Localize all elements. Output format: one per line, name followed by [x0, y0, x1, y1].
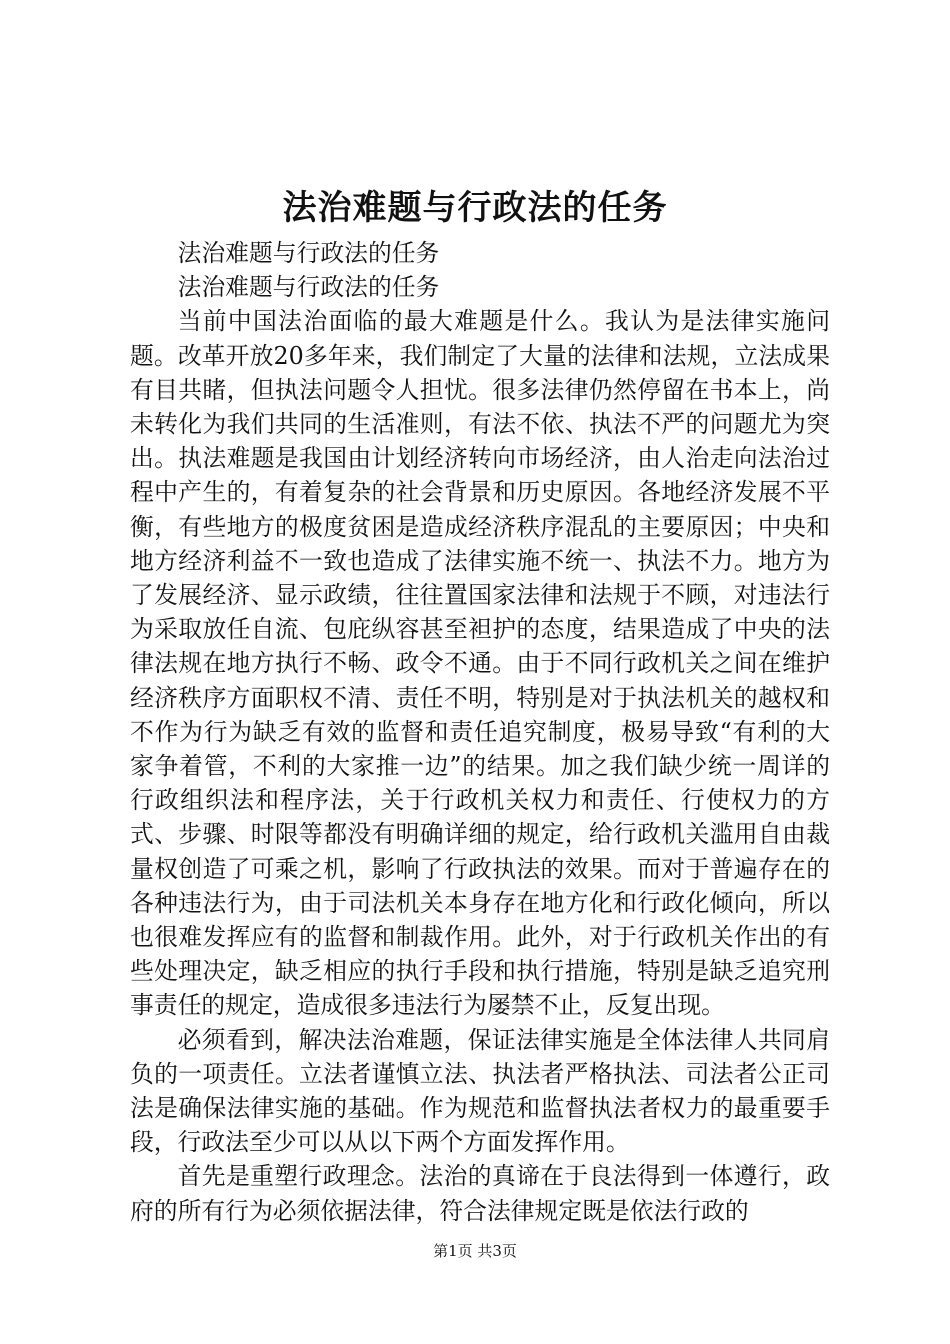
- body-paragraph: 首先是重塑行政理念。法治的真谛在于良法得到一体遵行，政府的所有行为必须依据法律，符合法律规定既是依法行政的: [130, 1162, 830, 1225]
- subtitle-line: 法治难题与行政法的任务: [177, 273, 440, 302]
- page-footer: 第1页 共3页: [433, 1242, 517, 1260]
- body-paragraph: 当前中国法治面临的最大难题是什么。我认为是法律实施问题。改革开放20多年来，我们制定了大量的法律和法规，立法成果有目共睹，但执法问题令人担忧。很多法律仍然停留在书本上，尚未转化为我们共同的生活准则，有法不依、执法不严的问题尤为突出。执法难题是我国由计划经济转向市场经济，由人治走向法治过程中产生的，有着复杂的社会背景和历史原因。各地经济发展不平衡，有些地方的极度贫困是造成经济秩序混乱的主要原因；中央和地方经济利益不一致也造成了法律实施不统一、执法不力。地方为了发展经济、显示政绩，往往置国家法律和法规于不顾，对违法行为采取放任自流、包庇纵容甚至袒护的态度，结果造成了中央的法律法规在地方执行不畅、政令不通。由于不同行政机关之间在维护经济秩序方面职权不清、责任不明，特别是对于执法机关的越权和不作为行为缺乏有效的监督和责任追究制度，极易导致“有利的大家争着管，不利的大家推一边”的结果。加之我们缺少统一周详的行政组织法和程序法，关于行政机关权力和责任、行使权力的方式、步骤、时限等都没有明确详细的规定，给行政机关滥用自由裁量权创造了可乘之机，影响了行政执法的效果。而对于普遍存在的各种违法行为，由于司法机关本身存在地方化和行政化倾向，所以也很难发挥应有的监督和制裁作用。此外，对于行政机关作出的有些处理决定，缺乏相应的执行手段和执行措施，特别是缺乏追究刑事责任的规定，造成很多违法行为屡禁不止，反复出现。: [130, 307, 830, 1020]
- subtitle-line: 法治难题与行政法的任务: [177, 239, 440, 267]
- document-body: [130, 236, 830, 1228]
- body-paragraph: 必须看到，解决法治难题，保证法律实施是全体法律人共同肩负的一项责任。立法者谨慎立法、执法者严格执法、司法者公正司法是确保法律实施的基础。作为规范和监督执法者权力的最重要手段，行政法至少可以从以下两个方面发挥作用。: [130, 1025, 830, 1157]
- document-title: 法治难题与行政法的任务: [282, 188, 668, 228]
